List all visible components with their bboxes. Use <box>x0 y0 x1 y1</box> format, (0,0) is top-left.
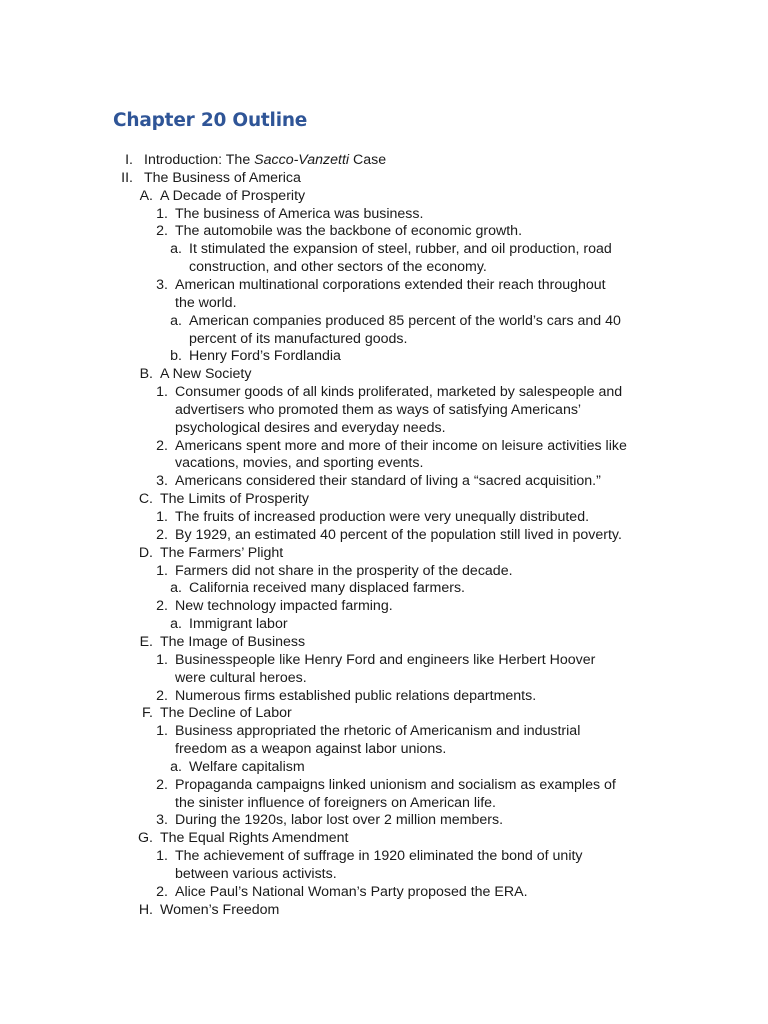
outline-text-run: A New Society <box>160 366 252 383</box>
outline-text <box>144 169 301 187</box>
outline-text-run: percent of its manufactured goods. <box>189 330 408 347</box>
outline-text <box>175 722 580 740</box>
outline-text-run: It stimulated the expansion of steel, rubber, and oil production, road <box>189 241 612 258</box>
outline-text-run: Henry Ford’s Fordlandia <box>189 348 341 365</box>
outline-text <box>175 597 393 615</box>
outline-marker: 3. <box>156 473 168 490</box>
outline-marker: G. <box>138 830 153 847</box>
outline-text <box>189 347 341 365</box>
outline-text-run: Propaganda campaigns linked unionism and socialism as examples of <box>175 776 616 793</box>
outline-text <box>160 901 279 919</box>
outline-text-run: By 1929, an estimated 40 percent of the population still lived in poverty. <box>175 526 622 543</box>
outline-text-run: the world. <box>175 294 237 311</box>
outline-text-run: The Business of America <box>144 169 301 186</box>
outline-text <box>144 151 386 169</box>
outline-text <box>189 312 621 330</box>
outline-marker: a. <box>170 241 182 258</box>
outline-marker: 2. <box>156 223 168 240</box>
outline-text <box>160 633 305 651</box>
outline-text-run: The achievement of suffrage in 1920 eliminated the bond of unity <box>175 848 583 865</box>
outline-text <box>175 669 307 687</box>
outline-text-run: Women’s Freedom <box>160 901 280 918</box>
outline-text-run: A Decade of Prosperity <box>160 187 306 204</box>
outline-text-run: The Limits of Prosperity <box>160 491 310 508</box>
outline-text-run: The Decline of Labor <box>160 705 292 722</box>
outline-marker: a. <box>170 312 182 329</box>
outline-text <box>160 829 348 847</box>
outline-text <box>160 490 309 508</box>
outline-text-run: California received many displaced farmers. <box>189 580 465 597</box>
outline-marker: 2. <box>156 776 168 793</box>
outline-text-run: freedom as a weapon against labor unions. <box>175 741 447 758</box>
outline-text <box>175 294 237 312</box>
outline-marker: b. <box>170 348 182 365</box>
outline-text <box>160 187 305 205</box>
outline-text-run: Case <box>349 152 387 168</box>
outline-text <box>175 811 503 829</box>
outline-text <box>175 865 337 883</box>
outline-text-run: The fruits of increased production were very unequally distributed. <box>175 509 590 525</box>
outline-text-run: Introduction: The <box>144 152 255 168</box>
outline-text-run: Farmers did not share in the prosperity of the decade. <box>175 562 513 579</box>
outline-text-run: The Image of Business <box>160 633 306 650</box>
outline-text <box>160 544 283 562</box>
outline-marker: 2. <box>156 437 168 454</box>
outline-text <box>175 454 423 472</box>
outline-text <box>189 330 407 348</box>
outline-text <box>160 704 292 722</box>
outline-text-run: Americans considered their standard of living a “sacred acquisition.” <box>175 473 601 490</box>
outline-text-run: American multinational corporations extended their reach throughout <box>175 276 606 293</box>
outline-text-run: American companies produced 85 percent of the world’s cars and 40 <box>189 312 621 329</box>
outline-text-run: Business appropriated the rhetoric of Americanism and industrial <box>175 723 581 740</box>
outline-marker: 1. <box>156 562 168 579</box>
outline-text <box>175 883 528 901</box>
outline-text <box>189 615 288 633</box>
outline-text <box>175 687 536 705</box>
outline-marker: C. <box>138 491 153 508</box>
outline-text <box>175 437 627 455</box>
outline-marker: 2. <box>156 687 168 704</box>
outline-marker: B. <box>139 366 153 383</box>
outline-marker: 2. <box>156 598 168 615</box>
outline-text-run: psychological desires and everyday needs. <box>175 419 446 436</box>
outline-marker: 1. <box>156 384 168 401</box>
outline-marker: a. <box>170 616 182 633</box>
outline-text-run: Businesspeople like Henry Ford and engineers like Herbert Hoover <box>175 651 596 668</box>
outline-text <box>175 562 513 580</box>
outline-text <box>189 240 612 258</box>
outline-marker: a. <box>170 758 182 775</box>
outline-text-run: Numerous firms established public relations departments. <box>175 687 537 704</box>
outline-marker: 1. <box>156 509 168 525</box>
outline-marker: 1. <box>156 205 168 222</box>
outline-marker: F. <box>141 705 153 722</box>
outline-text-run: Consumer goods of all kinds proliferated, marketed by salespeople and <box>175 384 623 401</box>
outline-text <box>175 222 522 240</box>
outline-marker: II. <box>121 169 133 186</box>
outline-text-run: The business of America was business. <box>175 205 424 222</box>
outline-text <box>160 365 251 383</box>
outline-text <box>175 847 583 865</box>
outline-marker: A. <box>139 187 153 204</box>
outline-text <box>175 419 446 437</box>
outline-marker: E. <box>139 633 153 650</box>
outline-text-run: The automobile was the backbone of economic growth. <box>175 223 523 240</box>
outline-text-run: During the 1920s, labor lost over 2 million members. <box>175 812 504 829</box>
outline-text <box>175 205 423 223</box>
outline-text <box>175 508 589 526</box>
outline-text-run: The Equal Rights Amendment <box>160 830 349 847</box>
outline-marker: 2. <box>156 883 168 900</box>
page-title: Chapter 20 Outline <box>113 110 308 131</box>
outline-marker: 1. <box>156 723 168 740</box>
outline-text <box>175 651 595 669</box>
outline-text <box>175 401 581 419</box>
outline-text-run: The Farmers’ Plight <box>160 544 284 561</box>
outline-text <box>175 472 601 490</box>
outline-text <box>189 258 487 276</box>
outline-text <box>175 740 446 758</box>
outline-marker: 1. <box>156 848 168 865</box>
outline-text-run: vacations, movies, and sporting events. <box>175 455 424 472</box>
outline-text-run: Americans spent more and more of their income on leisure activities like <box>175 437 627 454</box>
outline-marker: 2. <box>156 526 168 543</box>
outline-text <box>175 776 616 794</box>
outline-text <box>175 526 622 544</box>
outline-text-run: were cultural heroes. <box>175 669 307 686</box>
outline-text-run: construction, and other sectors of the economy. <box>189 259 487 276</box>
outline-marker: a. <box>170 580 182 597</box>
outline-text-run: Immigrant labor <box>189 616 288 633</box>
outline-text-run: the sinister influence of foreigners on American life. <box>175 794 496 811</box>
outline-marker: 3. <box>156 276 168 293</box>
outline-text <box>175 383 622 401</box>
outline-marker: 1. <box>156 651 168 668</box>
outline-text <box>189 758 305 776</box>
outline-marker: D. <box>138 544 153 561</box>
outline-text-run: Welfare capitalism <box>189 758 305 775</box>
outline-marker: 3. <box>156 812 168 829</box>
outline-text-run: Sacco-Vanzetti <box>254 152 350 168</box>
outline-text-run: between various activists. <box>175 866 337 882</box>
outline-text <box>175 794 496 812</box>
outline-text <box>189 579 465 597</box>
outline-text-run: advertisers who promoted them as ways of satisfying Americans’ <box>175 401 582 418</box>
outline-text-run: Alice Paul’s National Woman’s Party proposed the ERA. <box>175 883 528 900</box>
outline-text-run: New technology impacted farming. <box>175 598 393 615</box>
outline-marker: H. <box>138 901 153 918</box>
outline-text <box>175 276 606 294</box>
outline-marker: I. <box>125 152 133 168</box>
